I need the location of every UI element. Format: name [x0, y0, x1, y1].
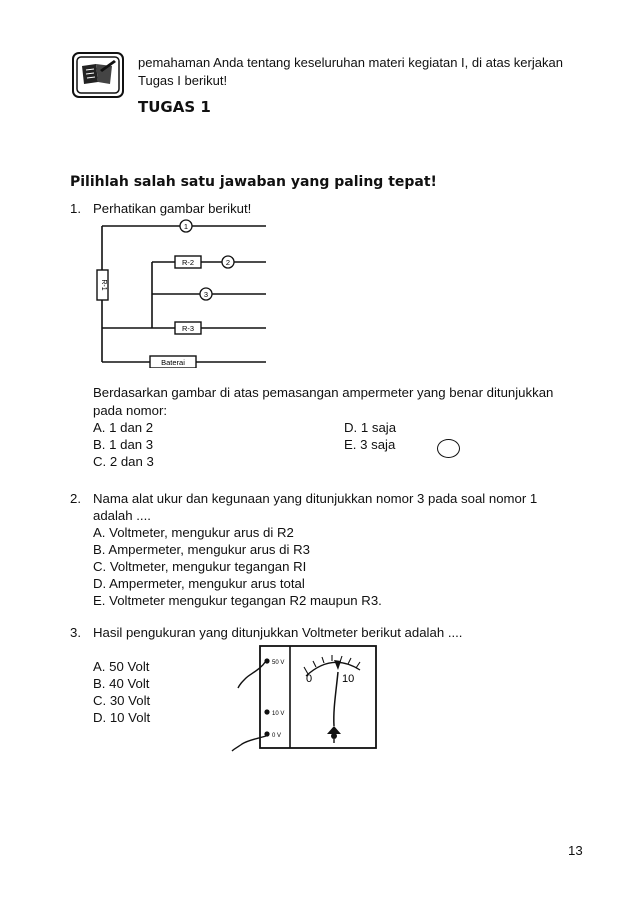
page-number: 13	[568, 843, 583, 858]
q2-line-1: Nama alat ukur dan kegunaan yang ditunjukkan nomor 3 pada soal nomor 1	[93, 491, 538, 506]
book-pencil-icon	[72, 52, 124, 98]
q3-option-b: B. 40 Volt	[93, 676, 150, 691]
label-battery: Baterai	[161, 358, 185, 367]
q1-number: 1.	[70, 201, 81, 216]
q1-option-c: C. 2 dan 3	[93, 454, 154, 469]
scale-min-label: 0	[306, 673, 313, 685]
instruction-heading: Pilihlah salah satu jawaban yang paling tepat!	[70, 174, 437, 190]
q3-number: 3.	[70, 625, 81, 640]
label-10v: 10 V	[272, 711, 285, 717]
label-r3: R-3	[181, 324, 195, 333]
scale-max-label: 10	[342, 673, 355, 685]
q3-option-a: A. 50 Volt	[93, 659, 150, 674]
q1-option-b: B. 1 dan 3	[93, 437, 154, 452]
q3-option-c: C. 30 Volt	[93, 693, 151, 708]
q2-option-d: D. Ampermeter, mengukur arus total	[93, 576, 305, 591]
q1-option-d: D. 1 saja	[344, 420, 397, 435]
q2-option-a: A. Voltmeter, mengukur arus di R2	[93, 525, 294, 540]
intro-line-1: pemahaman Anda tentang keseluruhan materi kegiatan I, di atas kerjakan	[138, 55, 563, 70]
q2-line-2: adalah ....	[93, 508, 151, 523]
terminal-50v	[264, 658, 269, 663]
q2-option-b: B. Ampermeter, mengukur arus di R3	[93, 542, 310, 557]
q2-option-e: E. Voltmeter mengukur tegangan R2 maupun R3.	[93, 593, 382, 608]
label-r1: R-1	[100, 279, 107, 291]
q2-option-c: C. Voltmeter, mengukur tegangan RI	[93, 559, 307, 574]
q1-text: Perhatikan gambar berikut!	[93, 201, 252, 216]
q1-question-line-1: Berdasarkan gambar di atas pemasangan ampermeter yang benar ditunjukkan	[93, 385, 554, 400]
terminal-0v	[264, 731, 269, 736]
q1-question-line-2: pada nomor:	[93, 403, 168, 418]
label-0v: 0 V	[272, 733, 282, 739]
label-meter-2: 2	[225, 258, 231, 267]
q1-option-a: A. 1 dan 2	[93, 420, 154, 435]
q3-option-d: D. 10 Volt	[93, 710, 151, 725]
label-meter-3: 3	[203, 290, 209, 299]
label-meter-1: 1	[183, 222, 189, 231]
q3-text: Hasil pengukuran yang ditunjukkan Voltmeter berikut adalah ....	[93, 625, 463, 640]
label-50v: 50 V	[272, 660, 285, 666]
answer-circle	[437, 439, 460, 458]
label-r2: R-2	[181, 258, 195, 267]
task-title: TUGAS 1	[138, 98, 211, 116]
needle-pivot	[327, 726, 341, 743]
voltmeter-diagram	[220, 640, 380, 752]
q2-number: 2.	[70, 491, 81, 506]
intro-line-2: Tugas I berikut!	[138, 73, 228, 88]
terminal-10v	[264, 709, 269, 714]
q1-option-e: E. 3 saja	[344, 437, 396, 452]
circuit-diagram	[96, 218, 268, 368]
